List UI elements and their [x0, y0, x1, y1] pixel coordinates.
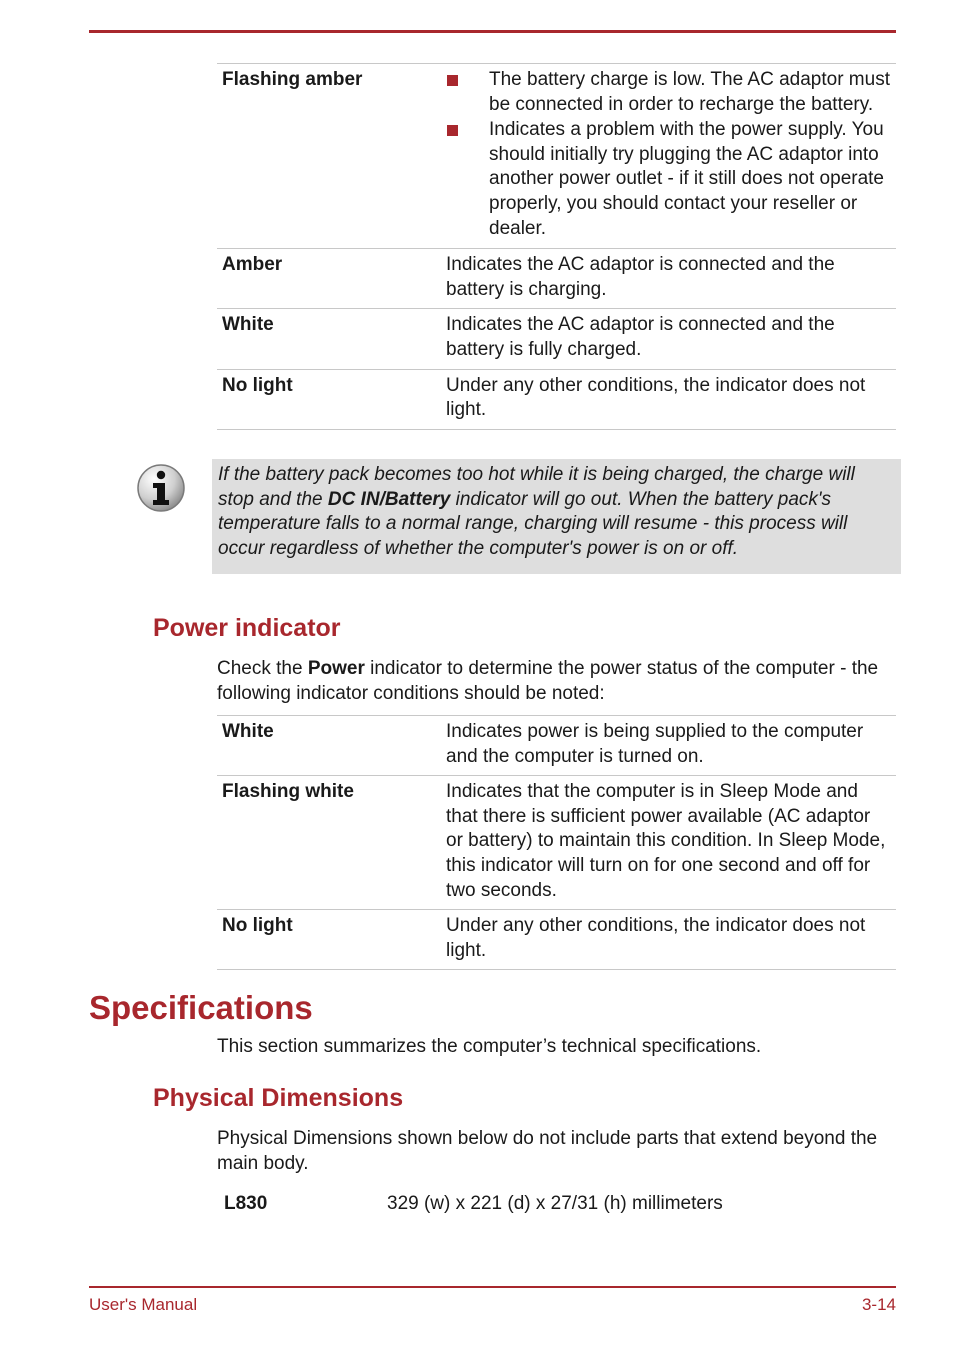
table-row — [217, 309, 896, 369]
footer-rule — [89, 1286, 896, 1288]
power-indicator-intro — [217, 657, 899, 706]
footer-manual-title: User's Manual — [89, 1295, 198, 1314]
info-icon — [136, 463, 186, 513]
header-rule — [89, 30, 896, 33]
row-label: White — [222, 721, 274, 742]
bullet-square-icon — [447, 125, 458, 136]
physical-dimensions-heading: Physical Dimensions — [153, 1084, 404, 1112]
note-text: indicator will go out. When the battery pack's temperature falls to a normal range, charging will resume - this process will occur regardless of whether the computer's power is on or off. — [218, 488, 848, 559]
table-row — [217, 716, 896, 776]
row-description: Under any other conditions, the indicator does not light. — [446, 374, 866, 421]
row-label: White — [222, 314, 274, 336]
bullet-square-icon — [447, 75, 458, 86]
intro-text: indicator to determine the power status of the computer - the following indicator conditions should be noted: — [217, 658, 879, 704]
row-label: No light — [222, 374, 293, 396]
row-label: Amber — [222, 254, 283, 276]
model-label: L830 — [224, 1193, 268, 1214]
power-indicator-table — [217, 715, 896, 970]
dimension-value: 329 (w) x 221 (d) x 27/31 (h) millimeters — [387, 1193, 723, 1214]
row-description: Indicates the AC adaptor is connected and the battery is fully charged. — [446, 314, 835, 360]
list-item — [446, 68, 890, 117]
note-text: If the battery pack becomes too hot while it is being charged, the charge will stop and the — [218, 464, 855, 510]
row-label: Flashing white — [222, 781, 354, 803]
power-indicator-heading: Power indicator — [153, 614, 341, 642]
row-description — [441, 64, 896, 248]
table-row — [217, 910, 896, 970]
row-label: Flashing amber — [222, 69, 363, 90]
list-item — [446, 118, 890, 241]
intro-bold-text: Power — [307, 658, 365, 679]
table-row — [217, 776, 896, 910]
table-row — [217, 64, 896, 249]
battery-indicator-table — [217, 63, 896, 430]
bullet-list — [446, 68, 890, 241]
row-label: No light — [222, 915, 293, 937]
bullet-text: Indicates a problem with the power supply. You should initially try plugging the AC adaptor into another power outlet - if it still does not operate properly, you should contact your reseller or dealer. — [489, 119, 885, 239]
dimension-row — [224, 1192, 723, 1217]
intro-text: Check the — [217, 658, 308, 679]
note-box — [212, 459, 901, 574]
specifications-intro: This section summarizes the computer’s technical specifications. — [217, 1036, 762, 1057]
page-number: 3-14 — [861, 1295, 896, 1314]
row-description: Under any other conditions, the indicator does not light. — [446, 915, 866, 961]
table-row — [217, 370, 896, 430]
row-description: Indicates that the computer is in Sleep Mode and that there is sufficient power available (AC adaptor or battery) to maintain this condition. In Sleep Mode, this indicator will turn on for one second and off for two seconds. — [446, 781, 886, 901]
note-bold-text: DC IN/Battery — [327, 488, 451, 510]
table-row — [217, 249, 896, 309]
row-description: Indicates power is being supplied to the computer and the computer is turned on. — [446, 721, 864, 767]
physical-dimensions-intro: Physical Dimensions shown below do not include parts that extend beyond the main body. — [217, 1128, 878, 1174]
bullet-text: The battery charge is low. The AC adaptor must be connected in order to recharge the battery. — [489, 69, 890, 115]
specifications-heading: Specifications — [89, 989, 313, 1026]
row-description: Indicates the AC adaptor is connected and the battery is charging. — [446, 254, 835, 300]
